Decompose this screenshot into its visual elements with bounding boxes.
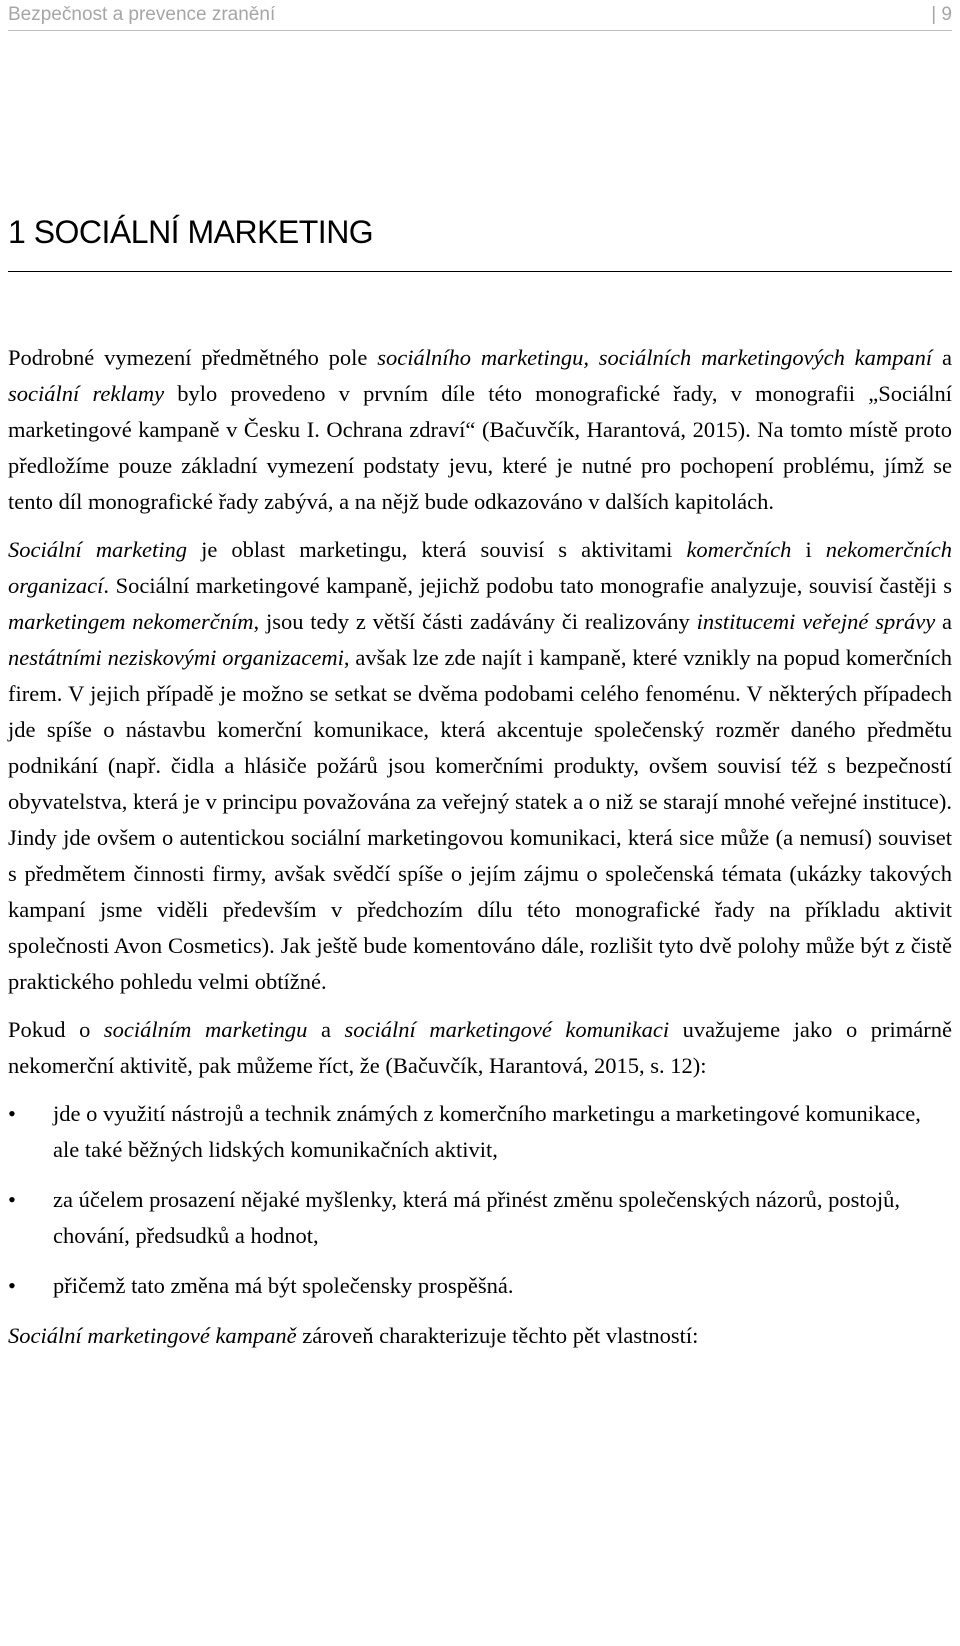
- emphasis: nekomerčních organizací: [8, 537, 952, 598]
- emphasis: komerčních: [686, 537, 792, 562]
- list-item-text: jde o využití nástrojů a technik známých z komerčního marketingu a marketingové komunikace, ale také běžných lidských komunikačních aktivit,: [53, 1101, 921, 1162]
- emphasis: sociální reklamy: [8, 381, 165, 406]
- list-item-text: za účelem prosazení nějaké myšlenky, která má přinést změnu společenských názorů, postojů, chování, předsudků a hodnot,: [53, 1187, 900, 1248]
- list-item: [8, 1182, 952, 1254]
- text-run: a: [932, 345, 952, 370]
- paragraph-premise: [8, 1012, 952, 1084]
- emphasis: Sociální marketingové kampaně: [8, 1323, 297, 1348]
- paragraph-intro: [8, 340, 952, 520]
- body-text: [8, 340, 952, 1366]
- emphasis: Sociální marketing: [8, 537, 188, 562]
- text-run: uvažujeme jako o primárně nekomerční aktivitě, pak můžeme říct, že (Bačuvčík, Harantová, 2015, s. 12):: [8, 1017, 952, 1078]
- emphasis: institucemi veřejné správy: [696, 609, 936, 634]
- text-run: Podrobné vymezení předmětného pole: [8, 345, 378, 370]
- bullet-list: [8, 1096, 952, 1304]
- bullet-icon: •: [8, 1101, 16, 1126]
- text-run: a: [307, 1017, 345, 1042]
- list-item: [8, 1096, 952, 1168]
- text-run: zároveň charakterizuje těchto pět vlastností:: [296, 1323, 699, 1348]
- paragraph-definition: [8, 532, 952, 1000]
- chapter-heading: 1 SOCIÁLNÍ MARKETING: [8, 214, 952, 272]
- text-run: Pokud o: [8, 1017, 104, 1042]
- bullet-icon: •: [8, 1273, 16, 1298]
- emphasis: sociální marketingové komunikaci: [344, 1017, 670, 1042]
- text-run: i: [791, 537, 826, 562]
- text-run: . Sociální marketingové kampaně, jejichž podobu tato monografie analyzuje, souvisí častěji s: [103, 573, 952, 598]
- text-run: , avšak lze zde najít i kampaně, které vznikly na popud komerčních firem. V jejich případě je možno se setkat se dvěma podobami celého fenoménu. V některých případech jde spíše o nástavbu komerční komunikace, která akcentuje společenský rozměr daného předmětu podnikání (např. čidla a hlásiče požárů jsou komerčními produkty, ovšem souvisí též s bezpečností obyvatelstva, která je v principu považována za veřejný statek a o niž se starají mnohé veřejné instituce). Jindy jde ovšem o autentickou sociální marketingovou komunikaci, která sice může (a nemusí) souviset s předmětem činnosti firmy, avšak svědčí spíše o jejím zájmu o společenská témata (ukázky takových kampaní jsme viděli především v předchozím dílu této monografické řady na příkladu aktivit společnosti Avon Cosmetics). Jak ještě bude komentováno dále, rozlišit tyto dvě polohy může být z čistě praktického pohledu velmi obtížné.: [8, 645, 952, 994]
- text-run: bylo provedeno v prvním díle této monografické řady, v monografii „Sociální marketingové kampaně v Česku I. Ochrana zdraví“ (Bačuvčík, Harantová, 2015). Na tomto místě proto předložíme pouze základní vymezení podstaty jevu, které je nutné pro pochopení problému, jímž se tento díl monografické řady zabývá, a na nějž bude odkazováno v dalších kapitolách.: [8, 381, 952, 514]
- emphasis: marketingem nekomerčním: [8, 609, 254, 634]
- list-item: [8, 1268, 952, 1304]
- paragraph-properties: [8, 1318, 952, 1354]
- bullet-icon: •: [8, 1187, 16, 1212]
- header-page-number: | 9: [931, 4, 952, 25]
- emphasis: sociálním marketingu: [103, 1017, 308, 1042]
- text-run: je oblast marketingu, která souvisí s aktivitami: [187, 537, 687, 562]
- header-title: Bezpečnost a prevence zranění: [8, 4, 276, 25]
- text-run: , jsou tedy z větší části zadávány či realizovány: [253, 609, 697, 634]
- emphasis: sociálního marketingu, sociálních marketingových kampaní: [377, 345, 933, 370]
- list-item-text: přičemž tato změna má být společensky prospěšná.: [53, 1273, 514, 1298]
- running-header: [8, 4, 952, 31]
- text-run: a: [935, 609, 952, 634]
- emphasis: nestátními neziskovými organizacemi: [8, 645, 344, 670]
